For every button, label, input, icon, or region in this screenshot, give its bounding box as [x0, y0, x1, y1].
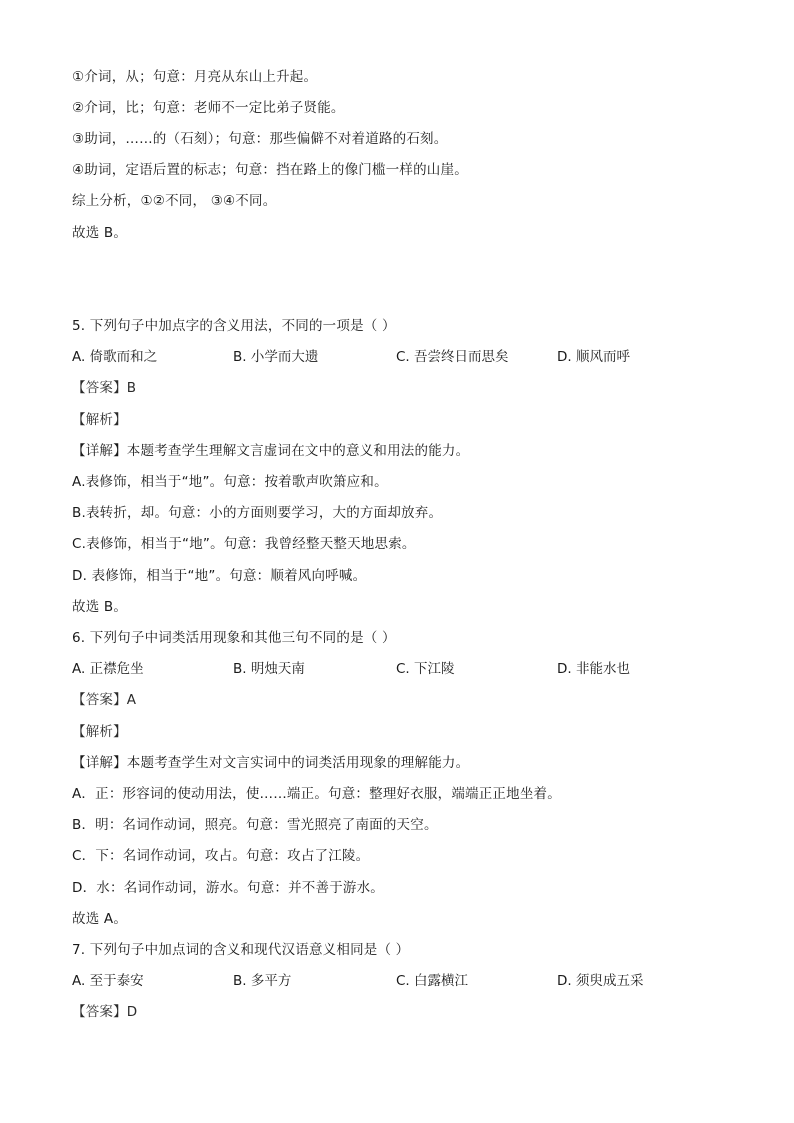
question-6-analysis-label: 【解析】 [72, 724, 127, 740]
analysis-line-1: ①介词，从；句意：月亮从东山上升起。 [72, 69, 318, 85]
question-7-option-c: C. 白露横江 [396, 973, 469, 989]
question-7-option-d: D. 须臾成五采 [557, 973, 644, 989]
question-6-stem: 6. 下列句子中词类活用现象和其他三句不同的是（ ） [72, 630, 396, 646]
choice-line: 故选 B。 [72, 225, 128, 241]
question-6-option-b: B. 明烛天南 [233, 661, 305, 677]
question-6-explain-d: D．水：名词作动词，游水。句意：并不善于游水。 [72, 880, 384, 896]
question-6-option-d: D. 非能水也 [557, 661, 630, 677]
question-5-detail: 【详解】本题考查学生理解文言虚词在文中的意义和用法的能力。 [72, 443, 470, 459]
question-5-option-a: A. 倚歌而和之 [72, 349, 158, 365]
question-7-answer: 【答案】D [72, 1004, 138, 1020]
question-7-stem: 7. 下列句子中加点词的含义和现代汉语意义相同是（ ） [72, 942, 410, 958]
question-5-explain-b: B.表转折，却。句意：小的方面则要学习，大的方面却放弃。 [72, 505, 443, 521]
question-5-option-c: C. 吾尝终日而思矣 [396, 349, 509, 365]
question-6-choice: 故选 A。 [72, 911, 128, 927]
question-5-analysis-label: 【解析】 [72, 412, 127, 428]
question-6-detail: 【详解】本题考查学生对文言实词中的词类活用现象的理解能力。 [72, 755, 470, 771]
question-5-choice: 故选 B。 [72, 599, 128, 615]
question-6-explain-a: A．正：形容词的使动用法，使……端正。句意：整理好衣服，端端正正地坐着。 [72, 786, 561, 802]
question-6-answer: 【答案】A [72, 692, 137, 708]
question-6-explain-c: C．下：名词作动词，攻占。句意：攻占了江陵。 [72, 848, 370, 864]
question-5-explain-a: A.表修饰，相当于“地”。句意：按着歌声吹箫应和。 [72, 474, 388, 490]
question-7-option-b: B. 多平方 [233, 973, 292, 989]
question-5-explain-c: C.表修饰，相当于“地”。句意：我曾经整天整天地思索。 [72, 536, 416, 552]
question-6-option-a: A. 正襟危坐 [72, 661, 144, 677]
question-6-option-c: C. 下江陵 [396, 661, 455, 677]
question-6-explain-b: B．明：名词作动词，照亮。句意：雪光照亮了南面的天空。 [72, 817, 438, 833]
question-5-stem: 5. 下列句子中加点字的含义用法，不同的一项是（ ） [72, 318, 396, 334]
summary-line: 综上分析，①②不同， ③④不同。 [72, 193, 277, 209]
question-5-explain-d: D. 表修饰，相当于“地”。句意：顺着风向呼喊。 [72, 568, 367, 584]
question-7-option-a: A. 至于泰安 [72, 973, 144, 989]
analysis-line-3: ③助词，……的（石刻）；句意：那些偏僻不对着道路的石刻。 [72, 131, 448, 147]
analysis-line-4: ④助词，定语后置的标志；句意：挡在路上的像门槛一样的山崖。 [72, 162, 468, 178]
analysis-line-2: ②介词，比；句意：老师不一定比弟子贤能。 [72, 100, 345, 116]
question-5-option-d: D. 顺风而呼 [557, 349, 630, 365]
question-5-option-b: B. 小学而大遗 [233, 349, 319, 365]
question-5-answer: 【答案】B [72, 380, 137, 396]
